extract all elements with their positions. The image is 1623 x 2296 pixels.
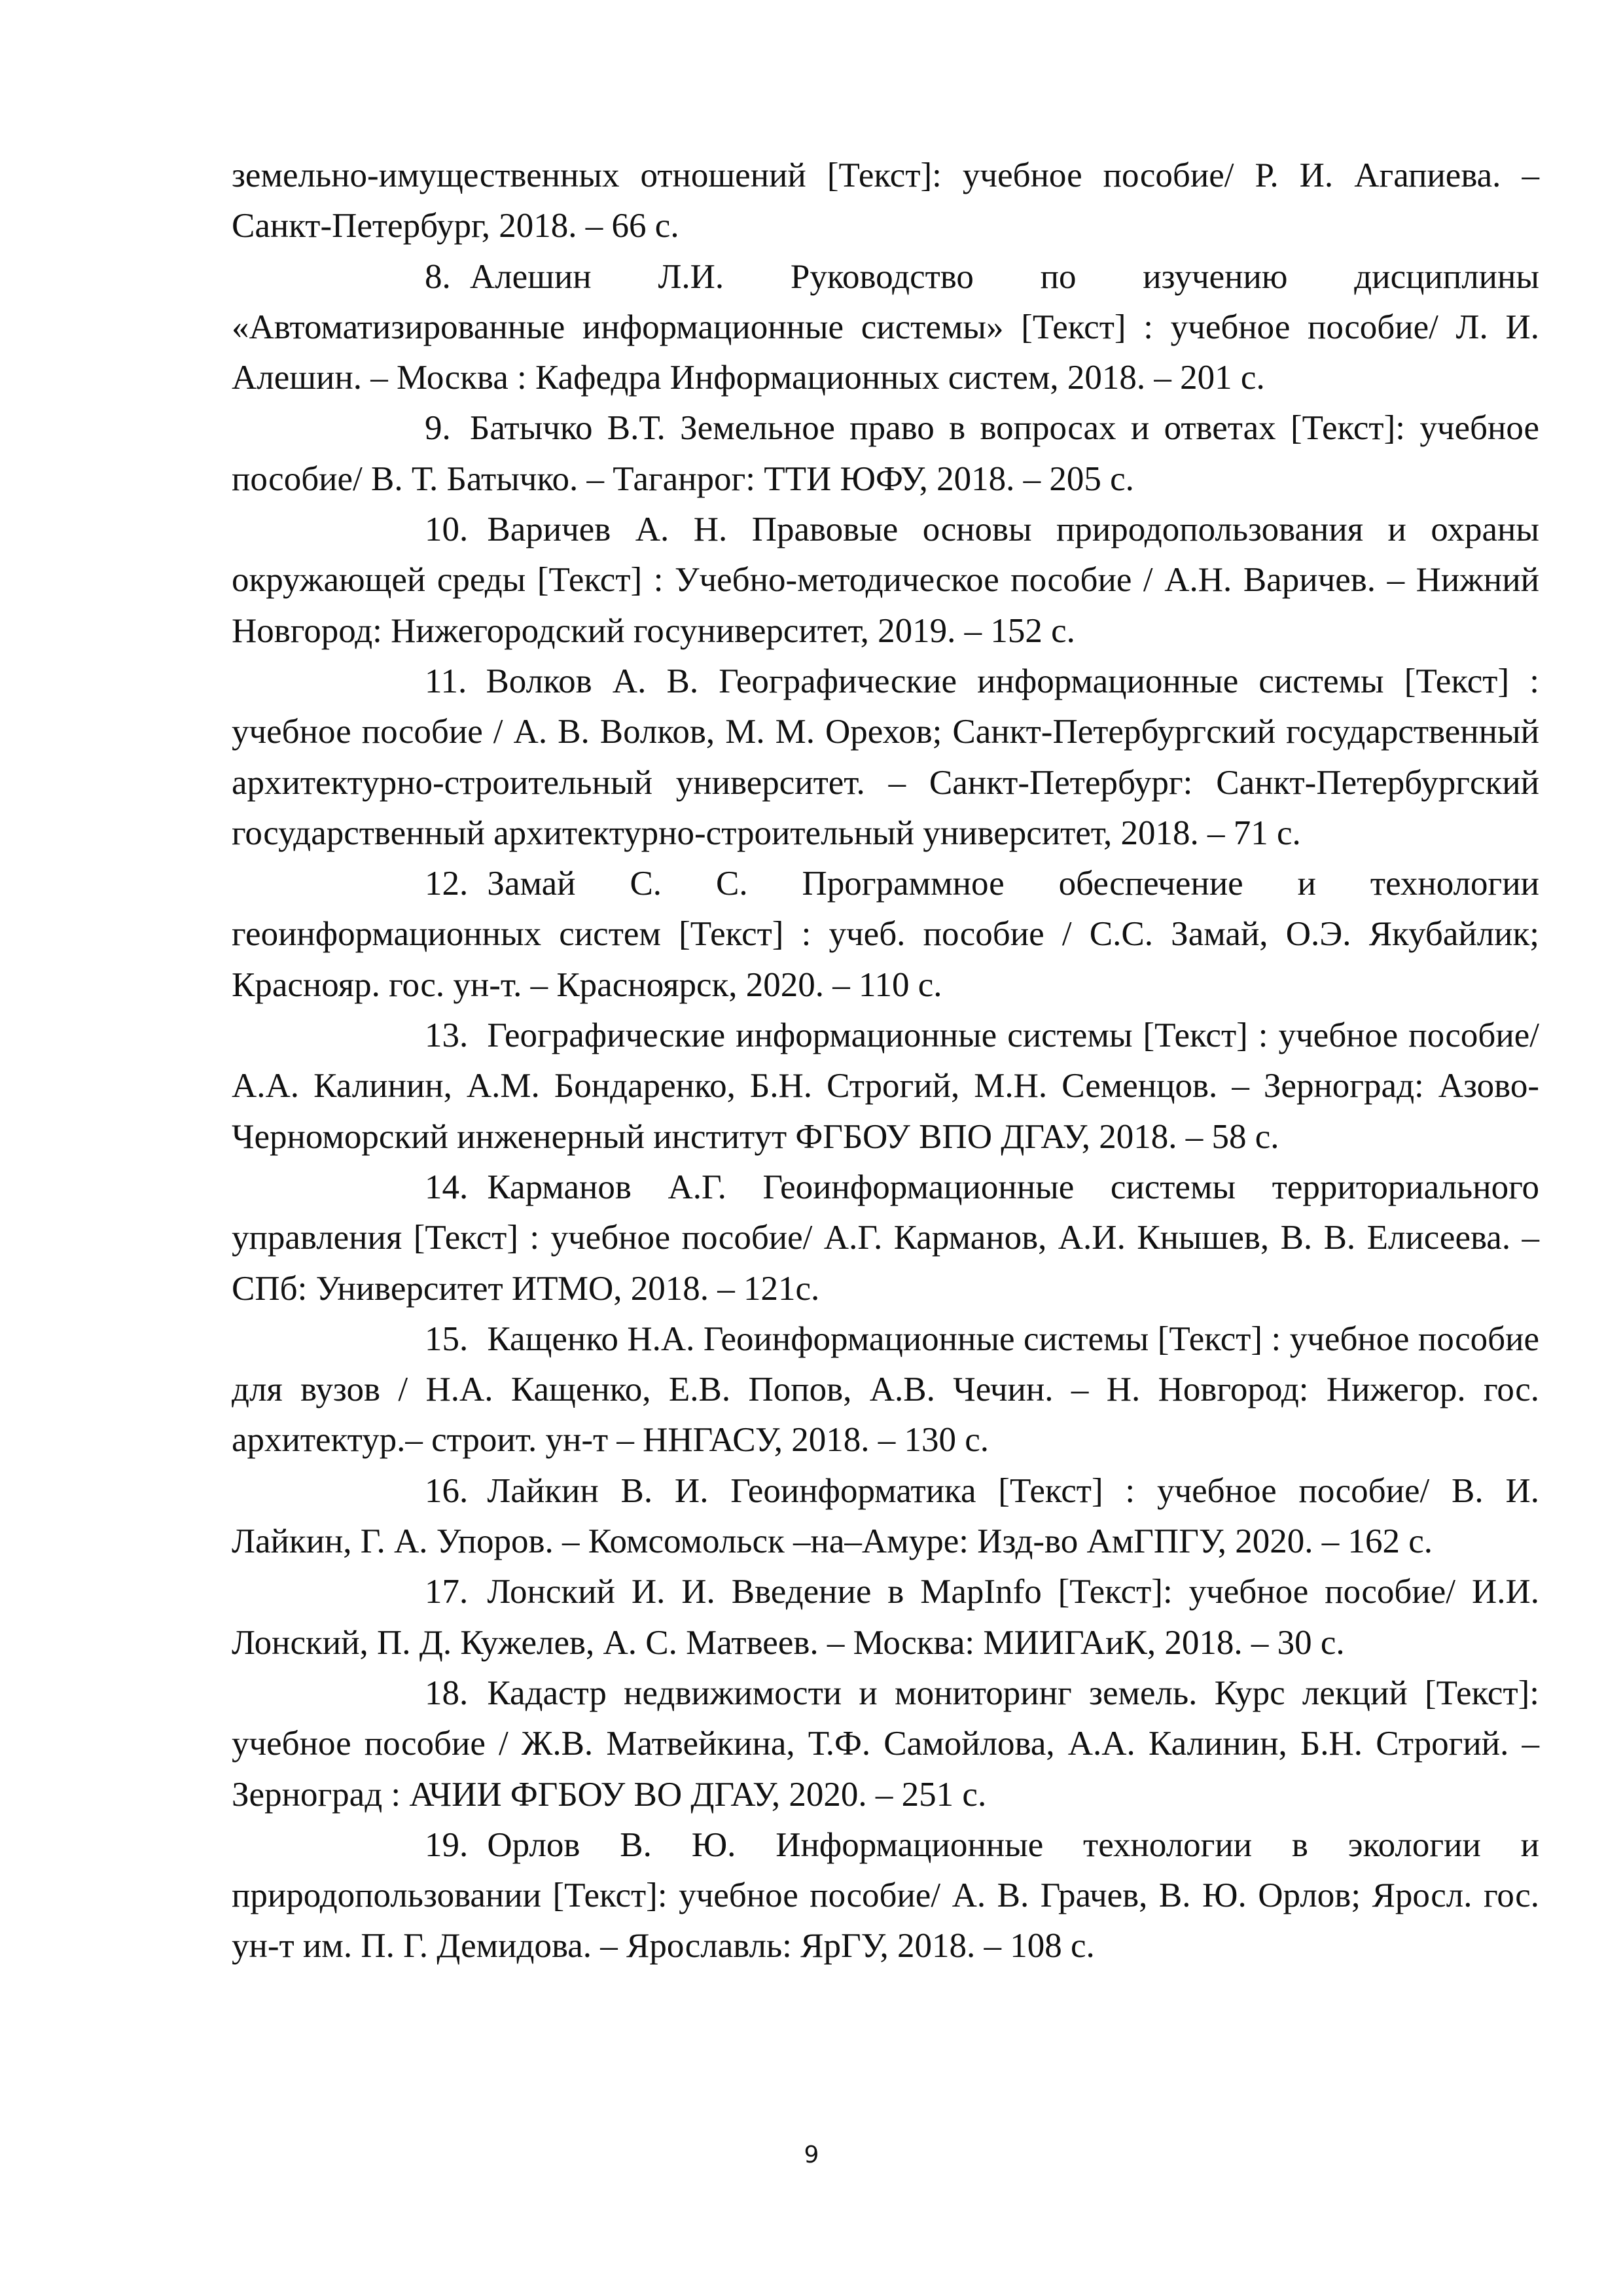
reference-number: 15.: [425, 1319, 469, 1358]
reference-number: 13.: [425, 1016, 469, 1055]
reference-number: 10.: [425, 511, 469, 549]
reference-entry: [232, 1668, 1539, 1820]
reference-text: Лайкин В. И. Геоинформатика [Текст] : учебное пособие/ В. И. Лайкин, Г. А. Упоров. – Комсомольск –на–Амуре: Изд-во АмГПГУ, 2020. – 162 с.: [232, 1471, 1539, 1561]
reference-entry: [232, 1314, 1539, 1466]
reference-entry: [232, 252, 1539, 404]
continued-reference-text: земельно-имущественных отношений [Текст]: учебное пособие/ Р. И. Агапиева. – Санкт-Петербург, 2018. – 66 с.: [232, 156, 1539, 245]
reference-number: 11.: [425, 662, 467, 700]
reference-number: 14.: [425, 1168, 469, 1206]
reference-text: Лонский И. И. Введение в MapInfo [Текст]: учебное пособие/ И.И. Лонский, П. Д. Кужелев, А. С. Матвеев. – Москва: МИИГАиК, 2018. – 30 с.: [232, 1573, 1539, 1662]
reference-text: Варичев А. Н. Правовые основы природопользования и охраны окружающей среды [Текст] : Учебно-методическое пособие / А.Н. Варичев. – Нижний Новгород: Нижегородский госуниверситет, 2019. – 152 с.: [232, 511, 1539, 650]
reference-entry: [232, 656, 1539, 859]
reference-text: Географические информационные системы [Текст] : учебное пособие/ А.А. Калинин, А.М. Бондаренко, Б.Н. Строгий, М.Н. Семенцов. – Зерноград: Азово-Черноморский инженерный институт ФГБОУ ВПО ДГАУ, 2018. – 58 с.: [232, 1016, 1539, 1156]
reference-text: Алешин Л.И. Руководство по изучению дисциплины «Автоматизированные информационные системы» [Текст] : учебное пособие/ Л. И. Алешин. – Москва : Кафедра Информационных систем, 2018. – 201 с.: [232, 257, 1539, 397]
reference-number: 18.: [425, 1674, 469, 1712]
reference-number: 12.: [425, 865, 469, 903]
reference-number: 8.: [425, 257, 451, 296]
reference-entry: [232, 1011, 1539, 1162]
reference-entry: [232, 505, 1539, 656]
reference-number: 17.: [425, 1573, 469, 1611]
reference-entry: [232, 1466, 1539, 1568]
reference-number: 19.: [425, 1825, 469, 1864]
reference-entry: [232, 1162, 1539, 1314]
reference-text: Орлов В. Ю. Информационные технологии в экологии и природопользовании [Текст]: учебное пособие/ А. В. Грачев, В. Ю. Орлов; Яросл. гос. ун-т им. П. Г. Демидова. – Ярославль: ЯрГУ, 2018. – 108 с.: [232, 1825, 1539, 1965]
reference-text: Кащенко Н.А. Геоинформационные системы [Текст] : учебное пособие для вузов / Н.А. Кащенко, Е.В. Попов, А.В. Чечин. – Н. Новгород: Нижегор. гос. архитектур.– строит. ун-т – ННГАСУ, 2018. – 130 с.: [232, 1319, 1539, 1460]
reference-entry: [232, 1820, 1539, 1972]
reference-text: Кадастр недвижимости и мониторинг земель. Курс лекций [Текст]: учебное пособие / Ж.В. Матвейкина, Т.Ф. Самойлова, А.А. Калинин, Б.Н. Строгий. – Зерноград : АЧИИ ФГБОУ ВО ДГАУ, 2020. – 251 с.: [232, 1674, 1539, 1814]
reference-text: Карманов А.Г. Геоинформационные системы территориального управления [Текст] : учебное пособие/ А.Г. Карманов, А.И. Кнышев, В. В. Елисеева. – СПб: Университет ИТМО, 2018. – 121с.: [232, 1168, 1539, 1308]
page-number: 9: [804, 2142, 819, 2168]
reference-entry: [232, 403, 1539, 505]
reference-entry: [232, 859, 1539, 1011]
document-page: [232, 151, 1539, 1972]
reference-text: Батычко В.Т. Земельное право в вопросах и ответах [Текст]: учебное пособие/ В. Т. Батычко. – Таганрог: ТТИ ЮФУ, 2018. – 205 с.: [232, 409, 1539, 498]
reference-text: Волков А. В. Географические информационные системы [Текст] : учебное пособие / А. В. Волков, М. М. Орехов; Санкт-Петербургский государственный архитектурно-строительный университет. – Санкт-Петербург: Санкт-Петербургский государственный архитектурно-строительный университет, 2018. – 71 с.: [232, 662, 1539, 852]
reference-number: 9.: [425, 409, 451, 448]
reference-number: 16.: [425, 1471, 469, 1510]
reference-text: Замай С. С. Программное обеспечение и технологии геоинформационных систем [Текст] : учеб. пособие / С.С. Замай, О.Э. Якубайлик; Краснояр. гос. ун-т. – Красноярск, 2020. – 110 с.: [232, 865, 1539, 1004]
reference-entry: [232, 1567, 1539, 1668]
